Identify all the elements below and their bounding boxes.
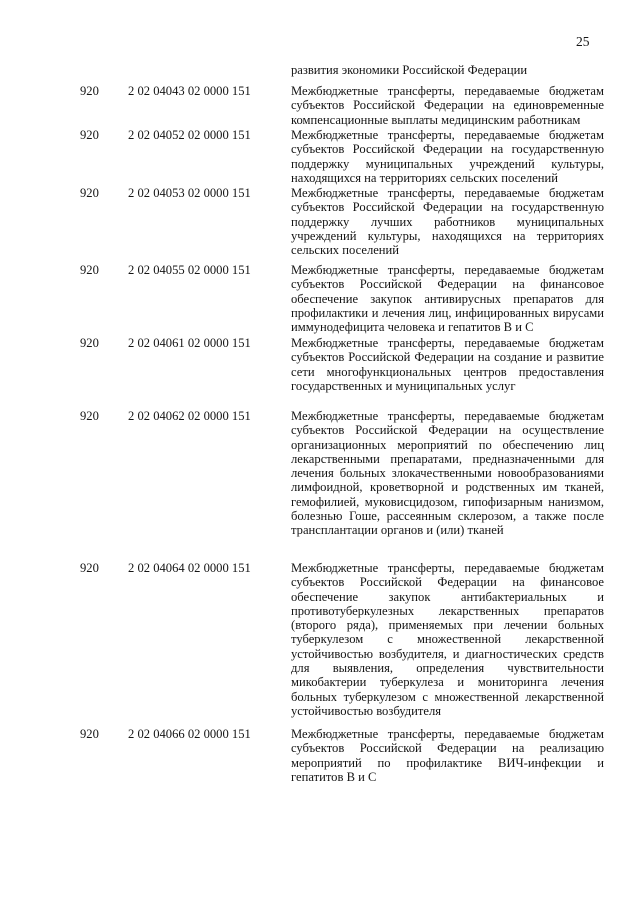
row-description: Межбюджетные трансферты, передаваемые бюджетам субъектов Российской Федерации на финансовое обеспечение закупок антибактериальных и противотуберкулезных лекарственных препаратов (второго ряда), применяемых при лечении больных туберкулезом с множественной лекарственной устойчивостью возбудителя, и диагностических средств для выявления, определения чувствительности микобактерии туберкулеза и мониторинга лечения больных туберкулезом с множественной лекарственной устойчивостью возбудителя	[291, 561, 604, 718]
budget-classification-code: 2 02 04062 02 0000 151	[128, 409, 251, 423]
budget-classification-code: 2 02 04061 02 0000 151	[128, 336, 251, 350]
row-description: Межбюджетные трансферты, передаваемые бюджетам субъектов Российской Федерации на государственную поддержку муниципальных учреждений культуры, находящихся на территориях сельских поселений	[291, 128, 604, 185]
budget-classification-code: 2 02 04064 02 0000 151	[128, 561, 251, 575]
row-description: Межбюджетные трансферты, передаваемые бюджетам субъектов Российской Федерации на осуществление организационных мероприятий по обеспечению лиц лекарственными препаратами, предназначенными для лечения больных злокачественными новообразованиями лимфоидной, кроветворной и родственных им тканей, гемофилией, муковисцидозом, гипофизарным нанизмом, болезнью Гоше, рассеянным склерозом, а также после трансплантации органов и (или) тканей	[291, 409, 604, 538]
page-number: 25	[576, 34, 590, 49]
budget-classification-code: 2 02 04052 02 0000 151	[128, 128, 251, 142]
admin-code: 920	[80, 128, 99, 142]
admin-code: 920	[80, 263, 99, 277]
admin-code: 920	[80, 84, 99, 98]
row-description: Межбюджетные трансферты, передаваемые бюджетам субъектов Российской Федерации на реализацию мероприятий по профилактике ВИЧ-инфекции и гепатитов В и С	[291, 727, 604, 784]
admin-code: 920	[80, 561, 99, 575]
row-description: Межбюджетные трансферты, передаваемые бюджетам субъектов Российской Федерации на единовременные компенсационные выплаты медицинским работникам	[291, 84, 604, 127]
budget-classification-code: 2 02 04066 02 0000 151	[128, 727, 251, 741]
budget-classification-code: 2 02 04055 02 0000 151	[128, 263, 251, 277]
row-description: Межбюджетные трансферты, передаваемые бюджетам субъектов Российской Федерации на государственную поддержку лучших работников муниципальных учреждений культуры, находящихся на территориях сельских поселений	[291, 186, 604, 258]
admin-code: 920	[80, 727, 99, 741]
row-description: Межбюджетные трансферты, передаваемые бюджетам субъектов Российской Федерации на финансовое обеспечение закупок антивирусных препаратов для профилактики и лечения лиц, инфицированных вирусами иммунодефицита человека и гепатитов В и С	[291, 263, 604, 335]
intro-text: развития экономики Российской Федерации	[291, 63, 528, 77]
budget-classification-code: 2 02 04053 02 0000 151	[128, 186, 251, 200]
admin-code: 920	[80, 409, 99, 423]
admin-code: 920	[80, 336, 99, 350]
row-description: Межбюджетные трансферты, передаваемые бюджетам субъектов Российской Федерации на создание и развитие сети многофункциональных центров предоставления государственных и муниципальных услуг	[291, 336, 604, 393]
admin-code: 920	[80, 186, 99, 200]
budget-classification-code: 2 02 04043 02 0000 151	[128, 84, 251, 98]
